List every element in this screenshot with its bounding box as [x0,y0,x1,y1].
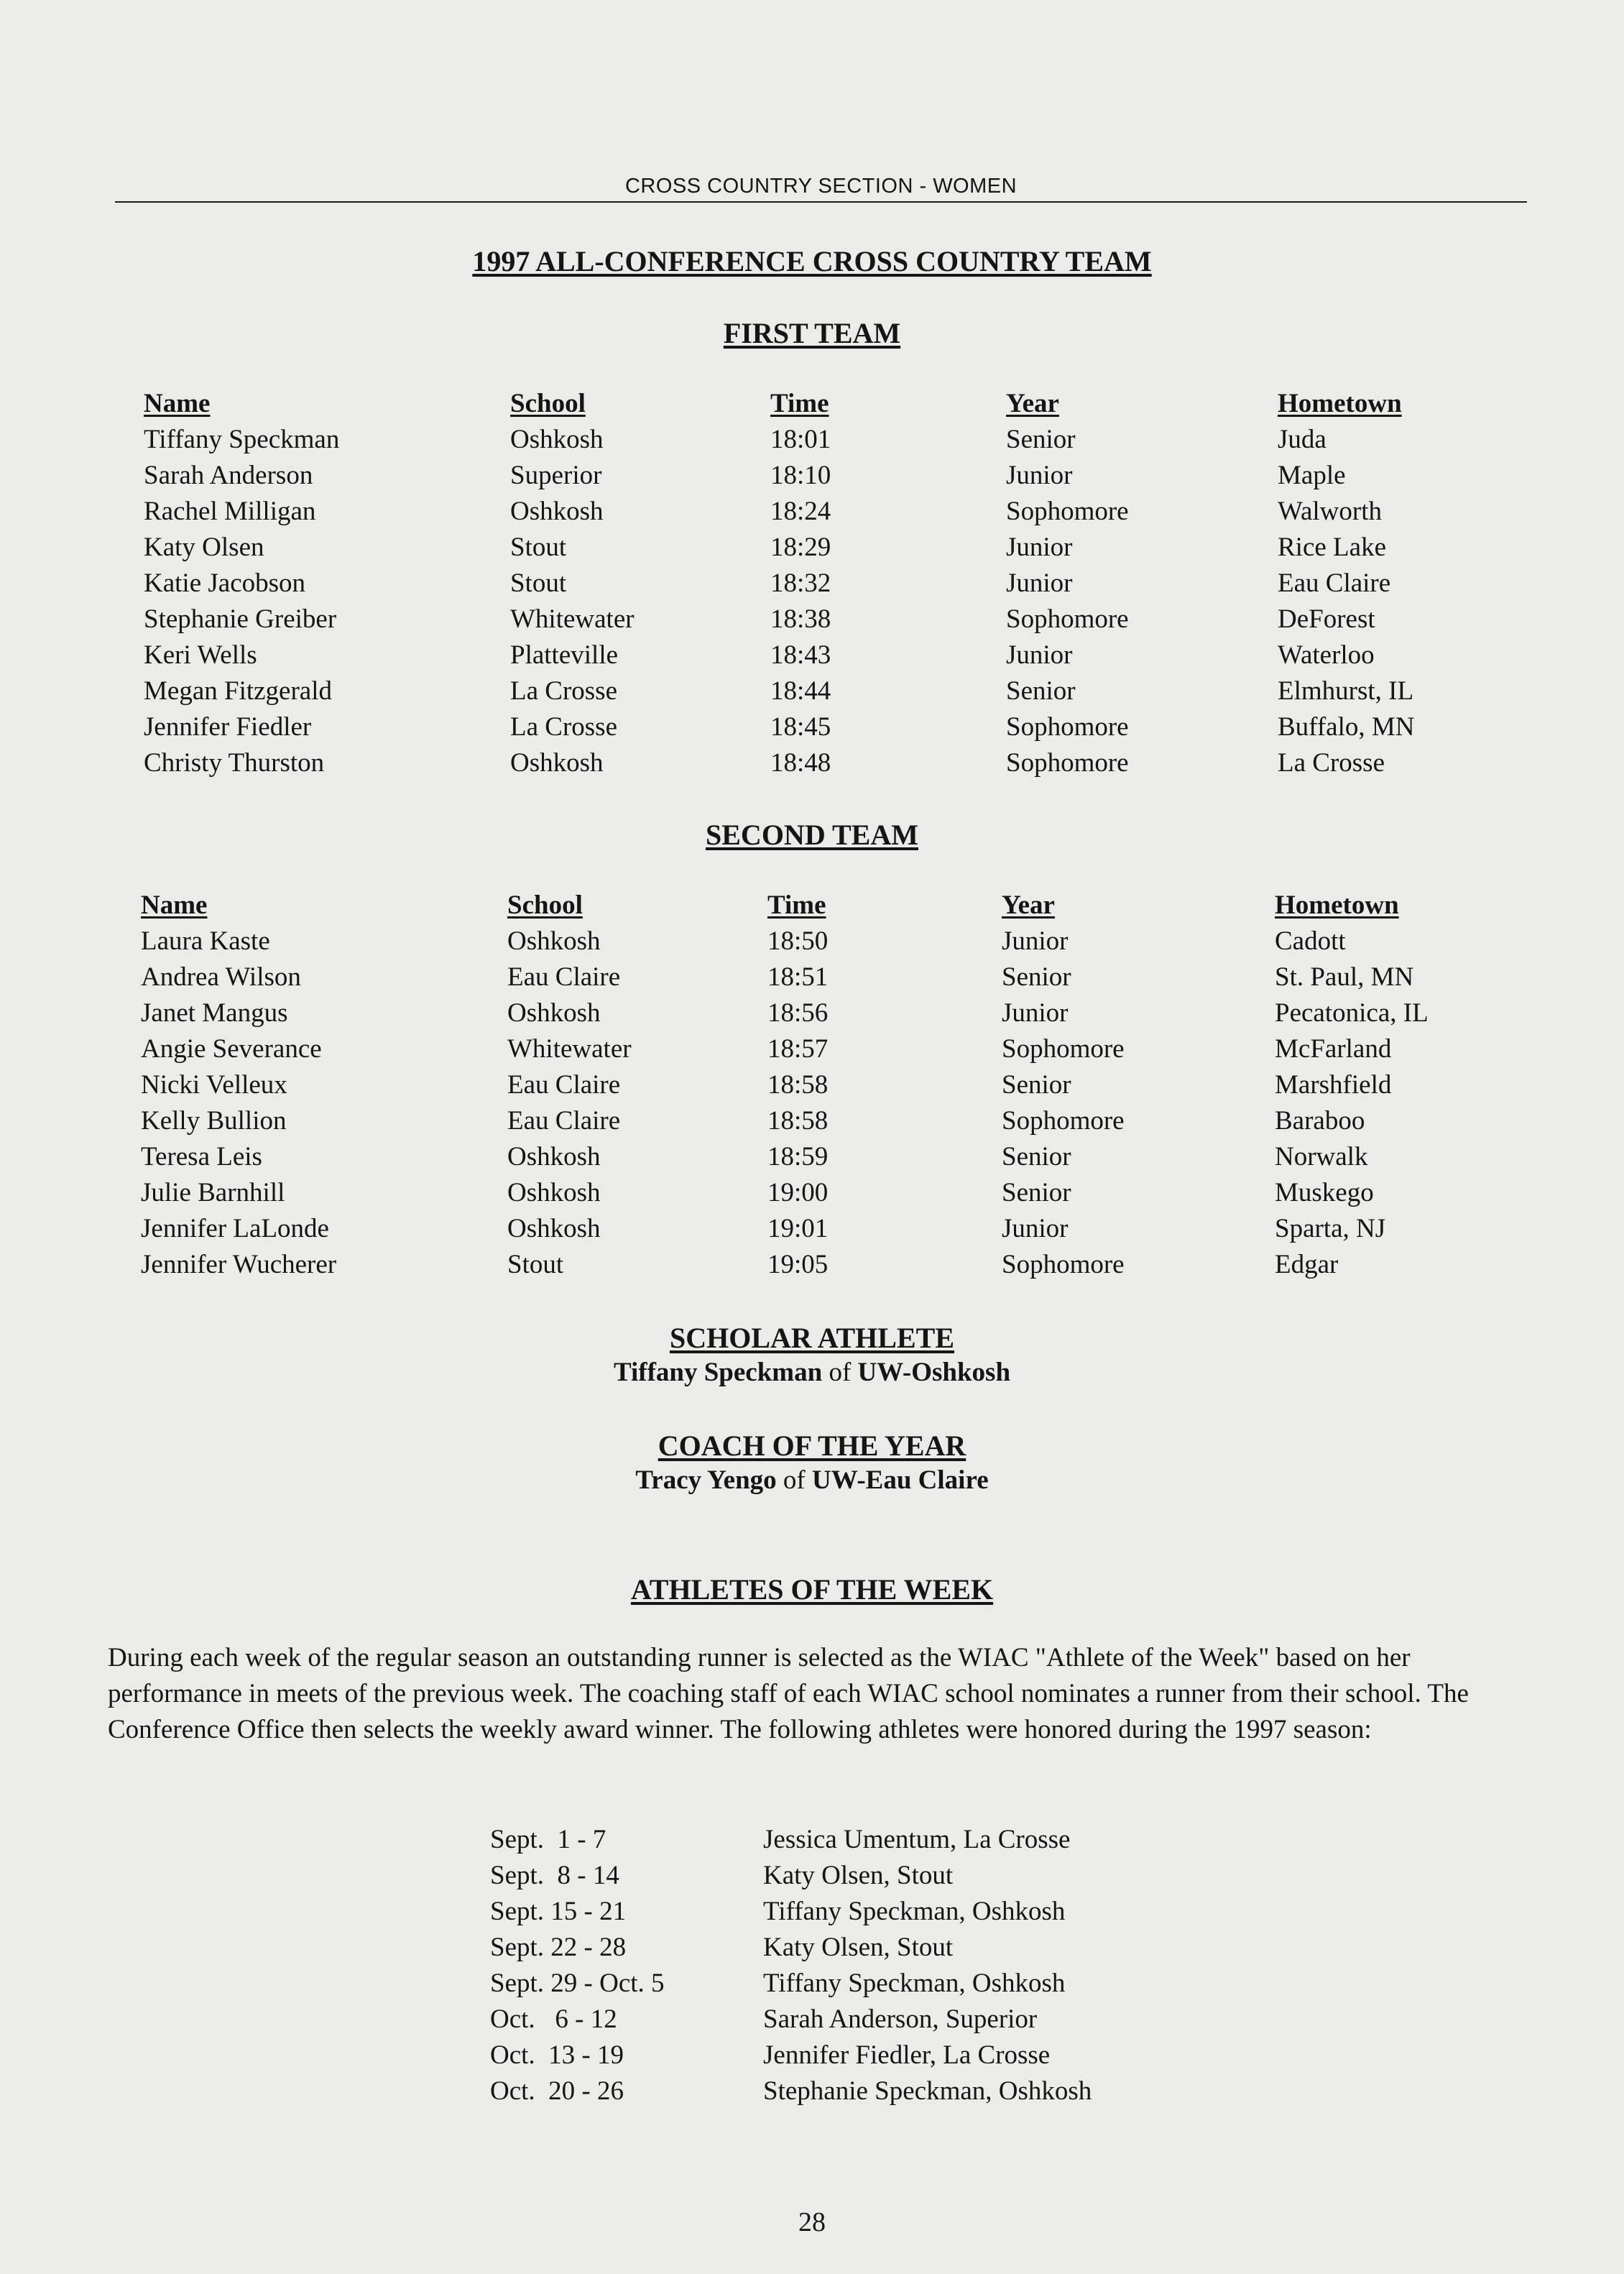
second-team-col-header-hometown: Hometown [1275,890,1399,920]
scholar-athlete-school: UW-Oshkosh [857,1358,1011,1387]
second-team-row-1-year: Junior [1002,926,1069,956]
first-team-row-2-school: Superior [510,461,602,490]
first-team-row-4-year: Junior [1006,533,1073,562]
second-team-row-8-name: Julie Barnhill [141,1178,285,1207]
second-team-row-5-name: Nicki Velleux [141,1070,287,1100]
first-team-col-header-school: School [510,389,586,418]
second-team-row-9-time: 19:01 [767,1214,829,1243]
first-team-row-7-year: Junior [1006,640,1073,670]
section-header-text: CROSS COUNTRY SECTION - WOMEN [624,175,1018,198]
second-team-row-2-name: Andrea Wilson [141,962,301,992]
scholar-athlete-of: of [829,1358,852,1387]
scholar-athlete-heading-text: SCHOLAR ATHLETE [669,1322,955,1354]
first-team-col-header-name: Name [144,389,211,418]
week-dates-8: Oct. 20 - 26 [490,2076,624,2106]
first-team-heading [0,316,1624,351]
first-team-row-8-time: 18:44 [770,676,831,706]
first-team-row-3-name: Rachel Milligan [144,497,316,526]
first-team-row-2-year: Junior [1006,461,1073,490]
main-title [0,244,1624,279]
second-team-row-2-time: 18:51 [767,962,829,992]
scholar-athlete-line [0,1355,1624,1390]
athletes-of-week-heading [0,1573,1624,1607]
second-team-row-9-name: Jennifer LaLonde [141,1214,329,1243]
scholar-athlete-heading [0,1321,1624,1355]
first-team-row-6-school: Whitewater [510,604,635,634]
week-dates-7: Oct. 13 - 19 [490,2040,624,2070]
week-dates-3: Sept. 15 - 21 [490,1897,627,1926]
second-team-row-6-school: Eau Claire [507,1106,621,1136]
first-team-row-7-name: Keri Wells [144,640,257,670]
first-team-row-6-hometown: DeForest [1278,604,1375,634]
second-team-row-5-school: Eau Claire [507,1070,621,1100]
second-team-row-4-year: Sophomore [1002,1034,1125,1064]
second-team-row-4-school: Whitewater [507,1034,632,1064]
second-team-row-1-hometown: Cadott [1275,926,1346,956]
first-team-row-1-time: 18:01 [770,425,831,454]
athletes-of-week-paragraph: During each week of the regular season an outstanding runner is selected as the WIAC "Athlete of the Week" based on her performance in meets of the previous week. The coaching staff of each WIAC school nominates a runner from their school. The Conference Office then selects the weekly award winner. The following athletes were honored during the 1997 season: [108,1643,1469,1744]
coach-of-year-heading [0,1429,1624,1463]
second-team-row-5-year: Senior [1002,1070,1071,1100]
first-team-row-5-school: Stout [510,568,567,598]
second-team-row-8-hometown: Muskego [1275,1178,1374,1207]
second-team-col-header-school: School [507,890,583,920]
section-header [115,172,1527,203]
second-team-row-4-time: 18:57 [767,1034,829,1064]
first-team-row-7-time: 18:43 [770,640,831,670]
second-team-row-1-name: Laura Kaste [141,926,270,956]
second-team-row-6-name: Kelly Bullion [141,1106,287,1136]
first-team-row-1-school: Oshkosh [510,425,604,454]
second-team-row-8-year: Senior [1002,1178,1071,1207]
week-dates-4: Sept. 22 - 28 [490,1933,627,1962]
first-team-row-1-hometown: Juda [1278,425,1327,454]
first-team-row-10-name: Christy Thurston [144,748,325,778]
second-team-row-6-time: 18:58 [767,1106,829,1136]
first-team-row-4-hometown: Rice Lake [1278,533,1386,562]
second-team-row-3-time: 18:56 [767,998,829,1028]
first-team-row-4-school: Stout [510,533,567,562]
second-team-row-2-school: Eau Claire [507,962,621,992]
second-team-row-9-hometown: Sparta, NJ [1275,1214,1386,1243]
first-team-row-4-name: Katy Olsen [144,533,264,562]
first-team-row-5-hometown: Eau Claire [1278,568,1391,598]
scholar-athlete-name: Tiffany Speckman [613,1358,823,1387]
first-team-col-header-hometown: Hometown [1278,389,1402,418]
first-team-row-2-hometown: Maple [1278,461,1346,490]
first-team-row-2-time: 18:10 [770,461,831,490]
second-team-row-4-name: Angie Severance [141,1034,322,1064]
first-team-row-9-year: Sophomore [1006,712,1129,742]
main-title-text: 1997 ALL-CONFERENCE CROSS COUNTRY TEAM [472,245,1152,277]
second-team-row-7-name: Teresa Leis [141,1142,262,1171]
week-athlete-6: Sarah Anderson, Superior [763,2004,1038,2034]
second-team-row-3-school: Oshkosh [507,998,601,1028]
second-team-row-7-school: Oshkosh [507,1142,601,1171]
first-team-row-5-year: Junior [1006,568,1073,598]
first-team-row-1-year: Senior [1006,425,1076,454]
first-team-col-header-year: Year [1006,389,1059,418]
first-team-row-8-hometown: Elmhurst, IL [1278,676,1414,706]
coach-of-year-line [0,1463,1624,1498]
second-team-row-9-year: Junior [1002,1214,1069,1243]
first-team-row-5-time: 18:32 [770,568,831,598]
first-team-row-3-year: Sophomore [1006,497,1129,526]
page-number: 28 [798,2207,826,2237]
first-team-row-6-name: Stephanie Greiber [144,604,337,634]
first-team-row-8-year: Senior [1006,676,1076,706]
second-team-row-1-time: 18:50 [767,926,829,956]
second-team-row-4-hometown: McFarland [1275,1034,1392,1064]
week-athlete-1: Jessica Umentum, La Crosse [763,1825,1071,1854]
second-team-row-5-time: 18:58 [767,1070,829,1100]
first-team-row-9-school: La Crosse [510,712,617,742]
week-dates-1: Sept. 1 - 7 [490,1825,606,1854]
second-team-row-3-hometown: Pecatonica, IL [1275,998,1429,1028]
week-athlete-5: Tiffany Speckman, Oshkosh [763,1969,1066,1998]
second-team-heading-text: SECOND TEAM [706,819,918,851]
second-team-heading [0,818,1624,852]
first-team-row-3-school: Oshkosh [510,497,604,526]
week-dates-2: Sept. 8 - 14 [490,1861,619,1890]
first-team-row-6-year: Sophomore [1006,604,1129,634]
athletes-of-week-heading-text: ATHLETES OF THE WEEK [630,1573,994,1606]
first-team-heading-text: FIRST TEAM [723,317,901,349]
second-team-col-header-time: Time [767,890,826,920]
first-team-row-3-time: 18:24 [770,497,831,526]
first-team-row-10-time: 18:48 [770,748,831,778]
second-team-col-header-year: Year [1002,890,1055,920]
second-team-row-3-name: Janet Mangus [141,998,288,1028]
week-dates-6: Oct. 6 - 12 [490,2004,617,2034]
week-athlete-3: Tiffany Speckman, Oshkosh [763,1897,1066,1926]
first-team-row-9-time: 18:45 [770,712,831,742]
first-team-row-10-school: Oshkosh [510,748,604,778]
second-team-row-10-name: Jennifer Wucherer [141,1250,337,1279]
first-team-row-2-name: Sarah Anderson [144,461,313,490]
second-team-row-10-time: 19:05 [767,1250,829,1279]
first-team-row-1-name: Tiffany Speckman [144,425,340,454]
first-team-row-10-year: Sophomore [1006,748,1129,778]
first-team-row-8-name: Megan Fitzgerald [144,676,332,706]
coach-of-year-heading-text: COACH OF THE YEAR [658,1430,966,1462]
first-team-row-7-hometown: Waterloo [1278,640,1375,670]
coach-school: UW-Eau Claire [811,1465,989,1495]
week-athlete-8: Stephanie Speckman, Oshkosh [763,2076,1092,2106]
first-team-col-header-time: Time [770,389,829,418]
week-athlete-2: Katy Olsen, Stout [763,1861,954,1890]
second-team-row-10-hometown: Edgar [1275,1250,1339,1279]
coach-of: of [783,1465,806,1495]
second-team-row-2-hometown: St. Paul, MN [1275,962,1414,992]
week-athlete-4: Katy Olsen, Stout [763,1933,954,1962]
week-dates-5: Sept. 29 - Oct. 5 [490,1969,665,1998]
coach-name: Tracy Yengo [635,1465,777,1495]
first-team-row-8-school: La Crosse [510,676,617,706]
second-team-row-6-hometown: Baraboo [1275,1106,1365,1136]
first-team-row-3-hometown: Walworth [1278,497,1382,526]
second-team-row-3-year: Junior [1002,998,1069,1028]
second-team-row-7-time: 18:59 [767,1142,829,1171]
second-team-row-10-school: Stout [507,1250,564,1279]
second-team-row-7-year: Senior [1002,1142,1071,1171]
second-team-row-2-year: Senior [1002,962,1071,992]
first-team-row-4-time: 18:29 [770,533,831,562]
second-team-row-6-year: Sophomore [1002,1106,1125,1136]
first-team-row-10-hometown: La Crosse [1278,748,1385,778]
second-team-row-8-school: Oshkosh [507,1178,601,1207]
first-team-row-6-time: 18:38 [770,604,831,634]
first-team-row-9-hometown: Buffalo, MN [1278,712,1415,742]
second-team-row-1-school: Oshkosh [507,926,601,956]
second-team-row-10-year: Sophomore [1002,1250,1125,1279]
second-team-col-header-name: Name [141,890,208,920]
second-team-row-8-time: 19:00 [767,1178,829,1207]
first-team-row-9-name: Jennifer Fiedler [144,712,312,742]
second-team-row-5-hometown: Marshfield [1275,1070,1392,1100]
second-team-row-9-school: Oshkosh [507,1214,601,1243]
first-team-row-5-name: Katie Jacobson [144,568,306,598]
second-team-row-7-hometown: Norwalk [1275,1142,1368,1171]
first-team-row-7-school: Platteville [510,640,619,670]
week-athlete-7: Jennifer Fiedler, La Crosse [763,2040,1051,2070]
